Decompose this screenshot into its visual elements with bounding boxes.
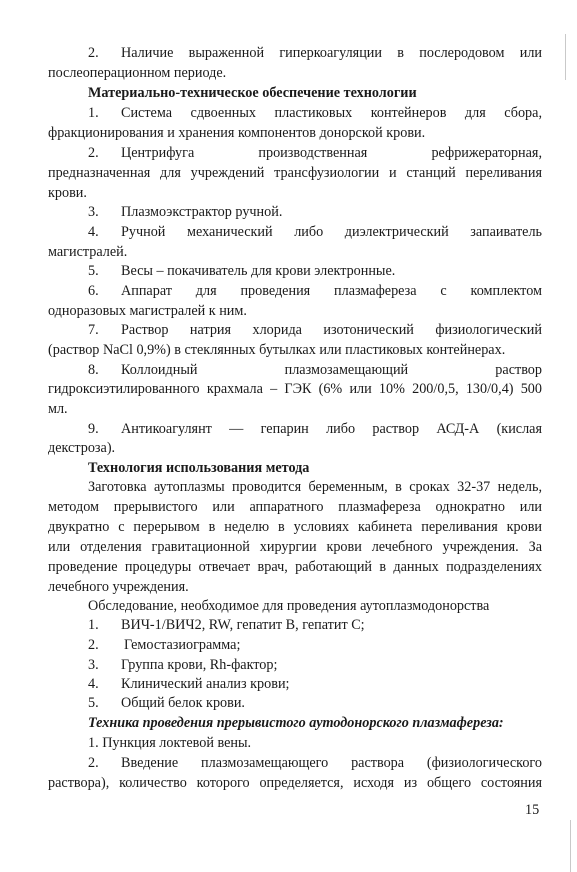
list-text: Коллоидный плазмозамещающий раствор <box>121 362 542 378</box>
list-text: Общий белок крови. <box>121 695 245 711</box>
list-text: Центрифуга производственная рефрижераторная, <box>121 145 542 161</box>
list-number: 4. <box>88 676 99 692</box>
list-text: Ручной механический либо диэлектрический запаиватель <box>121 224 542 240</box>
list-text: Антикоагулянт — гепарин либо раствор АСД-А (кислая <box>121 421 542 437</box>
list-text: Весы – покачиватель для крови электронные. <box>121 263 396 279</box>
list-text: Аппарат для проведения плазмафереза с комплектом <box>121 283 542 299</box>
list-number: 1. <box>88 617 99 633</box>
list-text: Введение плазмозамещающего раствора (физиологического <box>121 755 542 771</box>
list-number: 3. <box>88 657 99 673</box>
list-text: ВИЧ-1/ВИЧ2, RW, гепатит В, гепатит С; <box>121 617 365 633</box>
paragraph-line: гидроксиэтилированного крахмала – ГЭК (6% или 10% 200/0,5, 130/0,4) 500 <box>48 381 542 397</box>
list-number: 5. <box>88 263 99 279</box>
scan-edge-mark <box>570 820 571 872</box>
list-number: 8. <box>88 362 99 378</box>
paragraph-line: декстроза). <box>48 440 116 456</box>
list-number: 2. <box>88 637 99 653</box>
section-heading: Материально-техническое обеспечение технологии <box>88 85 417 101</box>
paragraph-line: двукратно с перерывом в неделю в условиях кабинета переливания крови <box>48 519 542 535</box>
paragraph-line: лечебного учреждения. <box>48 579 189 595</box>
section-heading: Техника проведения прерывистого аутодонорского плазмафереза: <box>88 715 504 731</box>
paragraph-line: раствора), количество которого определяется, исходя из общего состояния <box>48 775 542 791</box>
list-text: Клинический анализ крови; <box>121 676 290 692</box>
list-number: 2. <box>88 755 99 771</box>
paragraph-line: одноразовых магистралей к ним. <box>48 303 247 319</box>
paragraph-line: мл. <box>48 401 68 417</box>
paragraph-line: крови. <box>48 185 87 201</box>
paragraph-line: послеоперационном периоде. <box>48 65 227 81</box>
paragraph-line: проведение процедуры отвечает врач, работающий в данных подразделениях <box>48 559 542 575</box>
paragraph-line: Обследование, необходимое для проведения аутоплазмодонорства <box>88 598 490 614</box>
list-number: 2. <box>88 45 99 61</box>
list-text: Гемостазиограмма; <box>124 637 241 653</box>
scan-edge-mark <box>565 34 566 80</box>
paragraph-line: фракционирования и хранения компонентов донорской крови. <box>48 125 426 141</box>
list-text: Наличие выраженной гиперкоагуляции в послеродовом или <box>121 45 542 61</box>
list-number: 4. <box>88 224 99 240</box>
list-number: 3. <box>88 204 99 220</box>
paragraph-line: предназначенная для учреждений трансфузиологии и станций переливания <box>48 165 542 181</box>
paragraph-line: магистралей. <box>48 244 128 260</box>
section-heading: Технология использования метода <box>88 460 310 476</box>
paragraph-line: (раствор NaCl 0,9%) в стеклянных бутылках или пластиковых контейнерах. <box>48 342 506 358</box>
page-number: 15 <box>525 802 540 818</box>
list-number: 6. <box>88 283 99 299</box>
list-text: Система сдвоенных пластиковых контейнеров для сбора, <box>121 105 542 121</box>
list-text: Раствор натрия хлорида изотонический физиологический <box>121 322 542 338</box>
list-number: 9. <box>88 421 99 437</box>
list-number: 2. <box>88 145 99 161</box>
list-number: 1. <box>88 105 99 121</box>
list-number: 5. <box>88 695 99 711</box>
list-text: Плазмоэкстрактор ручной. <box>121 204 283 220</box>
list-text: Группа крови, Rh-фактор; <box>121 657 278 673</box>
paragraph-line: методом прерывистого или аппаратного плазмафереза однократно или <box>48 499 542 515</box>
paragraph-line: 1. Пункция локтевой вены. <box>88 735 252 751</box>
paragraph-line: Заготовка аутоплазмы проводится беременным, в сроках 32-37 недель, <box>88 479 542 495</box>
list-number: 7. <box>88 322 99 338</box>
paragraph-line: или отделения гравитационной хирургии крови лечебного учреждения. За <box>48 539 542 555</box>
